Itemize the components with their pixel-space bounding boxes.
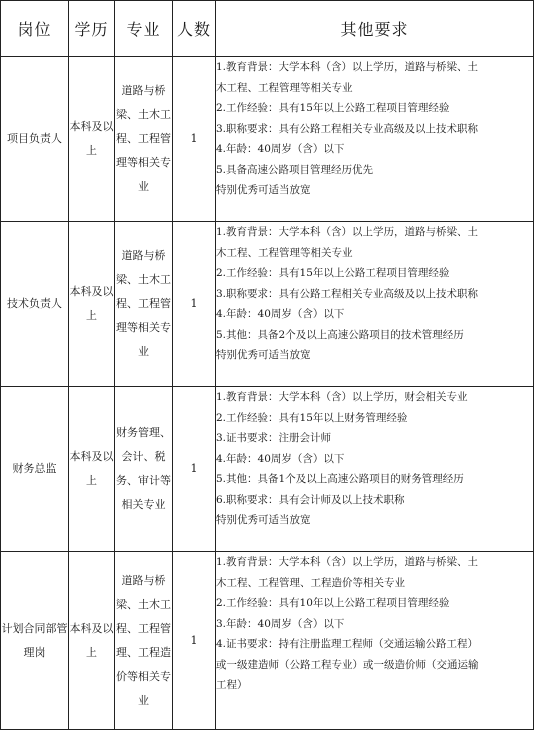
requirement-line: 5.其他：具备2个及以上高速公路项目的技术管理经历 [216,328,464,341]
requirement-line: 特别优秀可适当放宽 [216,349,311,361]
header-major: 专业 [115,1,173,57]
table-row [1,57,534,222]
requirement-line: 木工程、工程管理、工程造价等相关专业 [216,576,405,589]
major-cell: 道路与桥梁、土木工程、工程管理等相关专业 [115,222,173,387]
education-cell: 本科及以上 [69,222,115,387]
requirement-line: 特别优秀可适当放宽 [216,514,311,526]
requirement-line: 1.教育背景：大学本科（含）以上学历，道路与桥梁、土 [216,556,479,568]
table-header-row [1,1,534,57]
requirement-line: 1.教育背景：大学本科（含）以上学历，道路与桥梁、土 [216,61,479,73]
requirement-line: 1.教育背景：大学本科（含）以上学历，道路与桥梁、土 [216,226,479,238]
table-row [1,222,534,387]
requirement-line: 3.职称要求：具有公路工程相关专业高级及以上技术职称 [216,287,479,300]
requirements-cell [216,387,534,552]
requirement-line: 木工程、工程管理等相关专业 [216,81,353,94]
requirement-line: 4.年龄：40周岁（含）以下 [216,452,345,465]
requirements-cell [216,552,534,730]
requirement-line: 2.工作经验：具有15年以上公路工程项目管理经验 [216,102,450,114]
count-cell: 1 [173,57,216,222]
requirement-line: 特别优秀可适当放宽 [216,184,311,196]
requirement-line: 2.工作经验：具有15年以上财务管理经验 [216,411,408,424]
requirement-line: 4.证书要求：持有注册监理工程师（交通运输公路工程） [216,638,479,650]
position-cell: 项目负责人 [1,57,69,222]
education-cell: 本科及以上 [69,387,115,552]
count-cell: 1 [173,552,216,730]
table-row [1,387,534,552]
major-cell: 财务管理、会计、税务、审计等相关专业 [115,387,173,552]
position-cell: 技术负责人 [1,222,69,387]
requirement-line: 4.年龄：40周岁（含）以下 [216,143,345,155]
count-cell: 1 [173,222,216,387]
requirement-line: 或一级建造师（公路工程专业）或一级造价师（交通运输 [216,658,479,671]
header-education: 学历 [69,1,115,57]
header-other-requirements: 其他要求 [216,1,534,57]
major-cell: 道路与桥梁、土木工程、工程管理等相关专业 [115,57,173,222]
education-cell: 本科及以上 [69,552,115,730]
count-cell: 1 [173,387,216,552]
requirement-line: 5.具备高速公路项目管理经历优先 [216,163,374,176]
education-cell: 本科及以上 [69,57,115,222]
requirement-line: 1.教育背景：大学本科（含）以上学历，财会相关专业 [216,391,468,403]
requirement-line: 2.工作经验：具有10年以上公路工程项目管理经验 [216,597,450,609]
requirement-line: 2.工作经验：具有15年以上公路工程项目管理经验 [216,267,450,279]
table-row [1,552,534,730]
requirement-line: 工程） [216,679,248,691]
requirement-line: 木工程、工程管理等相关专业 [216,246,353,259]
requirement-line: 3.年龄：40周岁（含）以下 [216,617,345,630]
requirement-line: 3.证书要求：注册会计师 [216,432,332,444]
requirement-line: 4.年龄：40周岁（含）以下 [216,308,345,320]
requirements-cell [216,222,534,387]
requirement-line: 3.职称要求：具有公路工程相关专业高级及以上技术职称 [216,122,479,135]
major-cell: 道路与桥梁、土木工程、工程管理、工程造价等相关专业 [115,552,173,730]
position-cell: 财务总监 [1,387,69,552]
header-position: 岗位 [1,1,69,57]
header-count: 人数 [173,1,216,57]
requirement-line: 6.职称要求：具有会计师及以上技术职称 [216,493,405,506]
requirement-line: 5.其他：具备1个及以上高速公路项目的财务管理经历 [216,473,464,485]
requirements-cell [216,57,534,222]
position-cell: 计划合同部管理岗 [1,552,69,730]
